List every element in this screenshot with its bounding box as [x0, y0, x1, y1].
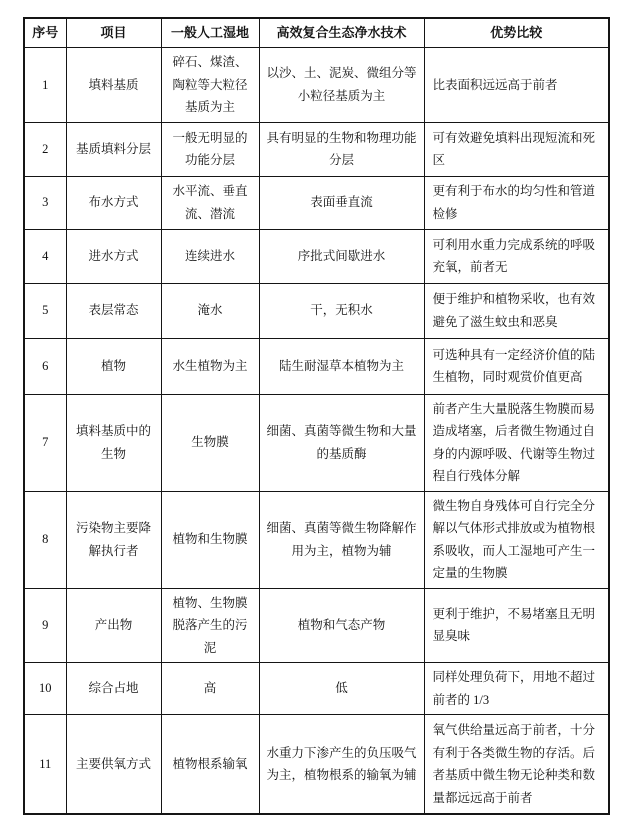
cell-item: 产出物: [66, 588, 161, 663]
column-header-number: 序号: [24, 18, 66, 48]
cell-tech: 序批式间歇进水: [259, 229, 424, 283]
cell-tech: 水重力下渗产生的负压吸气为主，植物根系的输氧为辅: [259, 715, 424, 815]
cell-wetland: 水生植物为主: [161, 338, 259, 394]
cell-item: 表层常态: [66, 283, 161, 338]
cell-number: 1: [24, 48, 66, 123]
cell-number: 3: [24, 176, 66, 229]
table-row: [24, 394, 609, 491]
column-header-tech: 高效复合生态净水技术: [259, 18, 424, 48]
table-row: [24, 122, 609, 176]
cell-tech: 陆生耐湿草本植物为主: [259, 338, 424, 394]
cell-tech: 低: [259, 663, 424, 715]
comparison-table: [23, 17, 610, 815]
cell-advantage: 更利于维护，不易堵塞且无明显臭味: [424, 588, 609, 663]
cell-wetland: 淹水: [161, 283, 259, 338]
cell-advantage: 更有利于布水的均匀性和管道检修: [424, 176, 609, 229]
cell-item: 填料基质: [66, 48, 161, 123]
table-row: [24, 588, 609, 663]
cell-number: 6: [24, 338, 66, 394]
cell-wetland: 生物膜: [161, 394, 259, 491]
table-header-row: [24, 18, 609, 48]
cell-item: 植物: [66, 338, 161, 394]
cell-number: 4: [24, 229, 66, 283]
cell-advantage: 可选种具有一定经济价值的陆生植物，同时观赏价值更高: [424, 338, 609, 394]
cell-advantage: 同样处理负荷下，用地不超过前者的 1/3: [424, 663, 609, 715]
cell-item: 填料基质中的生物: [66, 394, 161, 491]
cell-tech: 表面垂直流: [259, 176, 424, 229]
cell-number: 8: [24, 491, 66, 588]
cell-advantage: 前者产生大量脱落生物膜而易造成堵塞，后者微生物通过自身的内源呼吸、代谢等生物过程自行残体分解: [424, 394, 609, 491]
cell-item: 布水方式: [66, 176, 161, 229]
cell-item: 污染物主要降解执行者: [66, 491, 161, 588]
cell-tech: 细菌、真菌等微生物和大量的基质酶: [259, 394, 424, 491]
table-row: [24, 176, 609, 229]
cell-item: 进水方式: [66, 229, 161, 283]
cell-wetland: 碎石、煤渣、陶粒等大粒径基质为主: [161, 48, 259, 123]
table-row: [24, 48, 609, 123]
cell-number: 5: [24, 283, 66, 338]
cell-advantage: 氧气供给量远高于前者，十分有利于各类微生物的存活。后者基质中微生物无论种类和数量都远远高于前者: [424, 715, 609, 815]
cell-item: 基质填料分层: [66, 122, 161, 176]
cell-tech: 植物和气态产物: [259, 588, 424, 663]
column-header-item: 项目: [66, 18, 161, 48]
cell-wetland: 植物根系输氧: [161, 715, 259, 815]
cell-number: 9: [24, 588, 66, 663]
cell-advantage: 比表面积远远高于前者: [424, 48, 609, 123]
cell-wetland: 连续进水: [161, 229, 259, 283]
cell-tech: 以沙、土、泥炭、微组分等小粒径基质为主: [259, 48, 424, 123]
table-row: [24, 663, 609, 715]
table-row: [24, 229, 609, 283]
cell-wetland: 植物和生物膜: [161, 491, 259, 588]
cell-number: 7: [24, 394, 66, 491]
table-row: [24, 715, 609, 815]
table-row: [24, 338, 609, 394]
cell-number: 10: [24, 663, 66, 715]
cell-tech: 具有明显的生物和物理功能分层: [259, 122, 424, 176]
cell-wetland: 水平流、垂直流、潜流: [161, 176, 259, 229]
cell-wetland: 植物、生物膜脱落产生的污泥: [161, 588, 259, 663]
cell-advantage: 可有效避免填料出现短流和死区: [424, 122, 609, 176]
cell-wetland: 高: [161, 663, 259, 715]
cell-advantage: 可利用水重力完成系统的呼吸充氧，前者无: [424, 229, 609, 283]
table-row: [24, 491, 609, 588]
cell-number: 2: [24, 122, 66, 176]
cell-item: 主要供氧方式: [66, 715, 161, 815]
cell-item: 综合占地: [66, 663, 161, 715]
cell-advantage: 便于维护和植物采收，也有效避免了滋生蚊虫和恶臭: [424, 283, 609, 338]
cell-tech: 细菌、真菌等微生物降解作用为主，植物为辅: [259, 491, 424, 588]
column-header-advantage: 优势比较: [424, 18, 609, 48]
cell-advantage: 微生物自身残体可自行完全分解以气体形式排放或为植物根系吸收，而人工湿地可产生一定量的生物膜: [424, 491, 609, 588]
cell-number: 11: [24, 715, 66, 815]
cell-wetland: 一般无明显的功能分层: [161, 122, 259, 176]
column-header-wetland: 一般人工湿地: [161, 18, 259, 48]
cell-tech: 干，无积水: [259, 283, 424, 338]
table-row: [24, 283, 609, 338]
